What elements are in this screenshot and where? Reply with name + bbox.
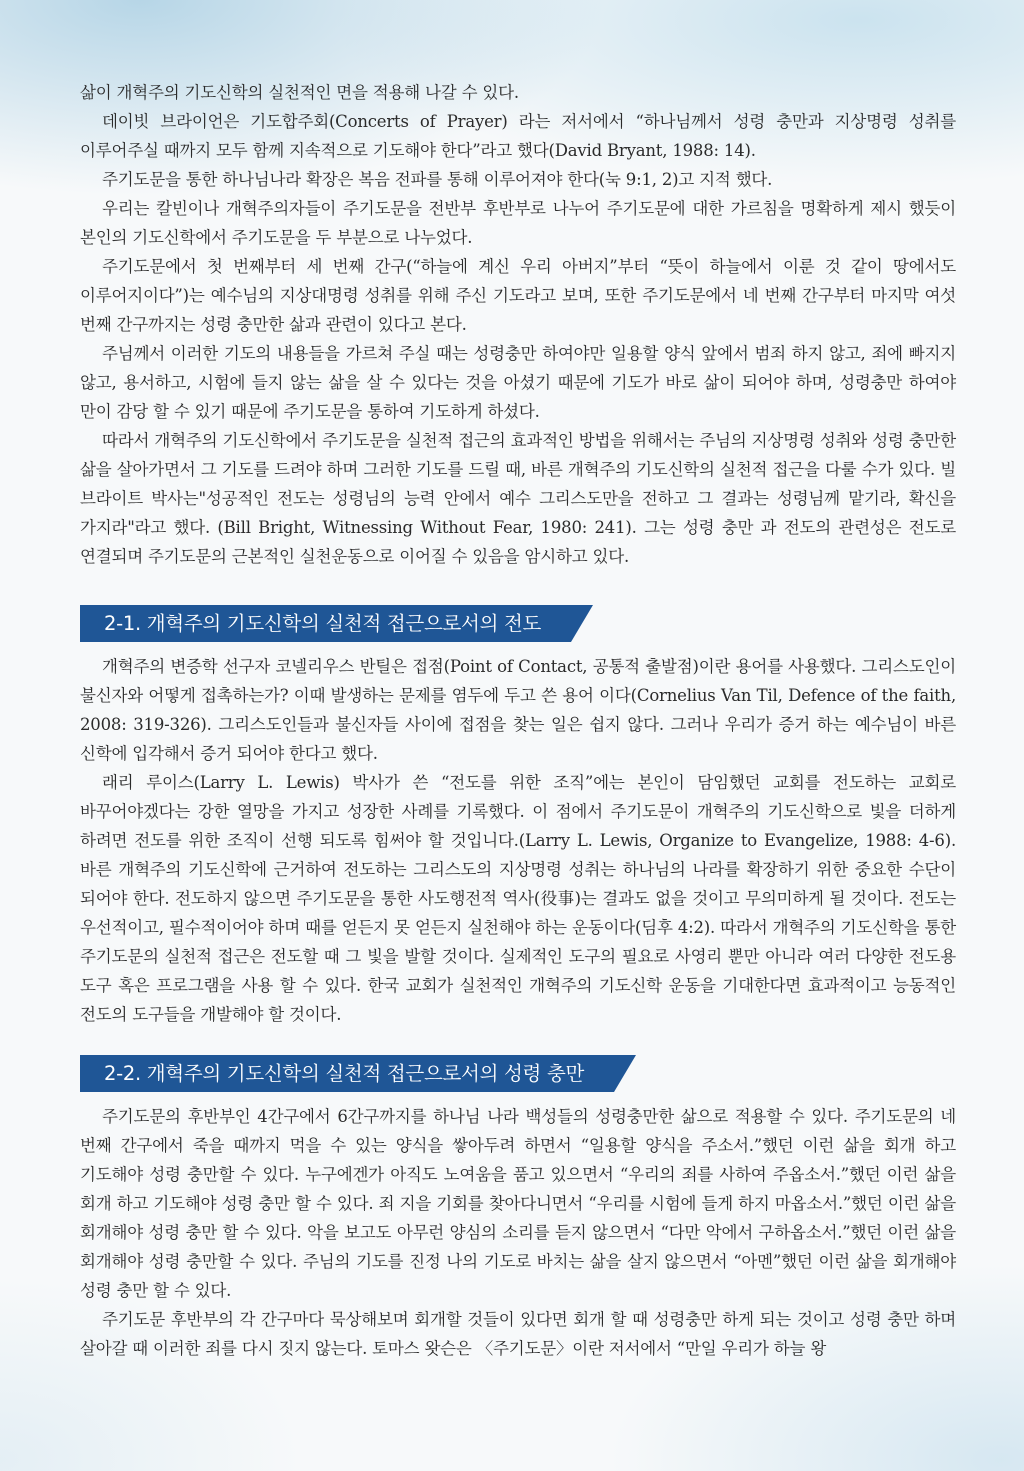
paragraph: 개혁주의 변증학 선구자 코넬리우스 반틸은 접점(Point of Contact, 공통적 출발점)이란 용어를 사용했다. 그리스도인이 불신자와 어떻게 접촉하는가? 이때 발생하는 문제를 염두에 두고 쓴 용어 이다(Cornelius Van Til, Defence of the faith, 2008: 319-326). 그리스도인들과 불신자들 사이에 접점을 찾는 일은 쉽지 않다. 그러나 우리가 증거 하는 예수님이 바른 신학에 입각해서 증거 되어야 한다고 했다. [80,657,956,763]
paragraph: 데이빗 브라이언은 기도합주회(Concerts of Prayer) 라는 저서에서 “하나님께서 성령 충만과 지상명령 성취를 이루어주실 때까지 모두 함께 지속적으로 기도해야 한다”라고 했다(David Bryant, 1988: 14). [80,112,956,160]
paragraph: 우리는 칼빈이나 개혁주의자들이 주기도문을 전반부 후반부로 나누어 주기도문에 대한 가르침을 명확하게 제시 했듯이 본인의 기도신학에서 주기도문을 두 부분으로 나누었다. [80,199,956,247]
paragraph: 주기도문에서 첫 번째부터 세 번째 간구(“하늘에 계신 우리 아버지”부터 “뜻이 하늘에서 이룬 것 같이 땅에서도 이루어지이다”)는 예수님의 지상대명령 성취를 위해 주신 기도라고 보며, 또한 주기도문에서 네 번째 간구부터 마지막 여섯 번째 간구까지는 성령 충만한 삶과 관련이 있다고 본다. [80,257,956,334]
document-page [80,78,956,1363]
section-2-1 [80,571,956,1029]
paragraph: 주기도문을 통한 하나님나라 확장은 복음 전파를 통해 이루어져야 한다(눅 9:1, 2)고 지적 했다. [102,170,773,189]
intro-section [80,78,956,571]
paragraph: 주기도문의 후반부인 4간구에서 6간구까지를 하나님 나라 백성들의 성령충만한 삶으로 적용할 수 있다. 주기도문의 네 번째 간구에서 죽을 때까지 먹을 수 있는 양식을 쌓아두려 하면서 “일용할 양식을 주소서.”했던 이런 삶을 회개 하고 기도해야 성령 충만할 수 있다. 누구에겐가 아직도 노여움을 품고 있으면서 “우리의 죄를 사하여 주옵소서.”했던 이런 삶을 회개 하고 기도해야 성령 충만 할 수 있다. 죄 지을 기회를 찾아다니면서 “우리를 시험에 들게 하지 마옵소서.”했던 이런 삶을 회개해야 성령 충만 할 수 있다. 악을 보고도 아무런 양심의 소리를 듣지 않으면서 “다만 악에서 구하옵소서.”했던 이런 삶을 회개해야 성령 충만할 수 있다. 주님의 기도를 진정 나의 기도로 바치는 삶을 살지 않으면서 “아멘”했던 이런 삶을 회개해야 성령 충만 할 수 있다. [80,1107,957,1300]
paragraph: 따라서 개혁주의 기도신학에서 주기도문을 실천적 접근의 효과적인 방법을 위해서는 주님의 지상명령 성취와 성령 충만한 삶을 살아가면서 그 기도를 드려야 하며 그러한 기도를 드릴 때, 바른 개혁주의 기도신학의 실천적 접근을 다룰 수가 있다. 빌 브라이트 박사는"성공적인 전도는 성령님의 능력 안에서 예수 그리스도만을 전하고 그 결과는 성령님께 맡기라, 확신을 가지라"라고 했다. (Bill Bright, Witnessing Without Fear, 1980: 241). 그는 성령 충만 과 전도의 관련성은 전도로 연결되며 주기도문의 근본적인 실천운동으로 이어질 수 있음을 암시하고 있다. [80,431,956,566]
paragraph: 래리 루이스(Larry L. Lewis) 박사가 쓴 “전도를 위한 조직”에는 본인이 담임했던 교회를 전도하는 교회로 바꾸어야겠다는 강한 열망을 가지고 성장한 사례를 기록했다. 이 점에서 주기도문이 개혁주의 기도신학으로 빛을 더하게 하려면 전도를 위한 조직이 선행 되도록 힘써야 할 것입니다.(Larry L. Lewis, Organize to Evangelize, 1988: 4-6). 바른 개혁주의 기도신학에 근거하여 전도하는 그리스도의 지상명령 성취는 하나님의 나라를 확장하기 위한 중요한 수단이 되어야 한다. 전도하지 않으면 주기도문을 통한 사도행전적 역사(役事)는 결과도 없을 것이고 무의미하게 될 것이다. 전도는 우선적이고, 필수적이어야 하며 때를 얻든지 못 얻든지 실천해야 하는 운동이다(딤후 4:2). 따라서 개혁주의 기도신학을 통한 주기도문의 실천적 접근은 전도할 때 그 빛을 발할 것이다. 실제적인 도구의 필요로 사영리 뿐만 아니라 여러 다양한 전도용 도구 혹은 프로그램을 사용 할 수 있다. 한국 교회가 실천적인 개혁주의 기도신학 운동을 기대한다면 효과적이고 능동적인 전도의 도구들을 개발해야 할 것이다. [80,773,956,1024]
section-heading: 2-1. 개혁주의 기도신학의 실천적 접근으로서의 전도 [80,605,571,642]
section-2-2 [80,1029,956,1363]
paragraph: 삶이 개혁주의 기도신학의 실천적인 면을 적용해 나갈 수 있다. [80,83,519,102]
paragraph: 주기도문 후반부의 각 간구마다 묵상해보며 회개할 것들이 있다면 회개 할 때 성령충만 하게 되는 것이고 성령 충만 하며 살아갈 때 이러한 죄를 다시 짓지 않는다. 토마스 왓슨은 〈주기도문〉이란 저서에서 “만일 우리가 하늘 왕 [80,1310,956,1358]
section-heading: 2-2. 개혁주의 기도신학의 실천적 접근으로서의 성령 충만 [80,1055,614,1092]
paragraph: 주님께서 이러한 기도의 내용들을 가르쳐 주실 때는 성령충만 하여야만 일용할 양식 앞에서 범죄 하지 않고, 죄에 빠지지 않고, 용서하고, 시험에 들지 않는 삶을 살 수 있다는 것을 아셨기 때문에 기도가 바로 삶이 되어야 하며, 성령충만 하여야 만이 감당 할 수 있기 때문에 주기도문을 통하여 기도하게 하셨다. [80,344,956,421]
